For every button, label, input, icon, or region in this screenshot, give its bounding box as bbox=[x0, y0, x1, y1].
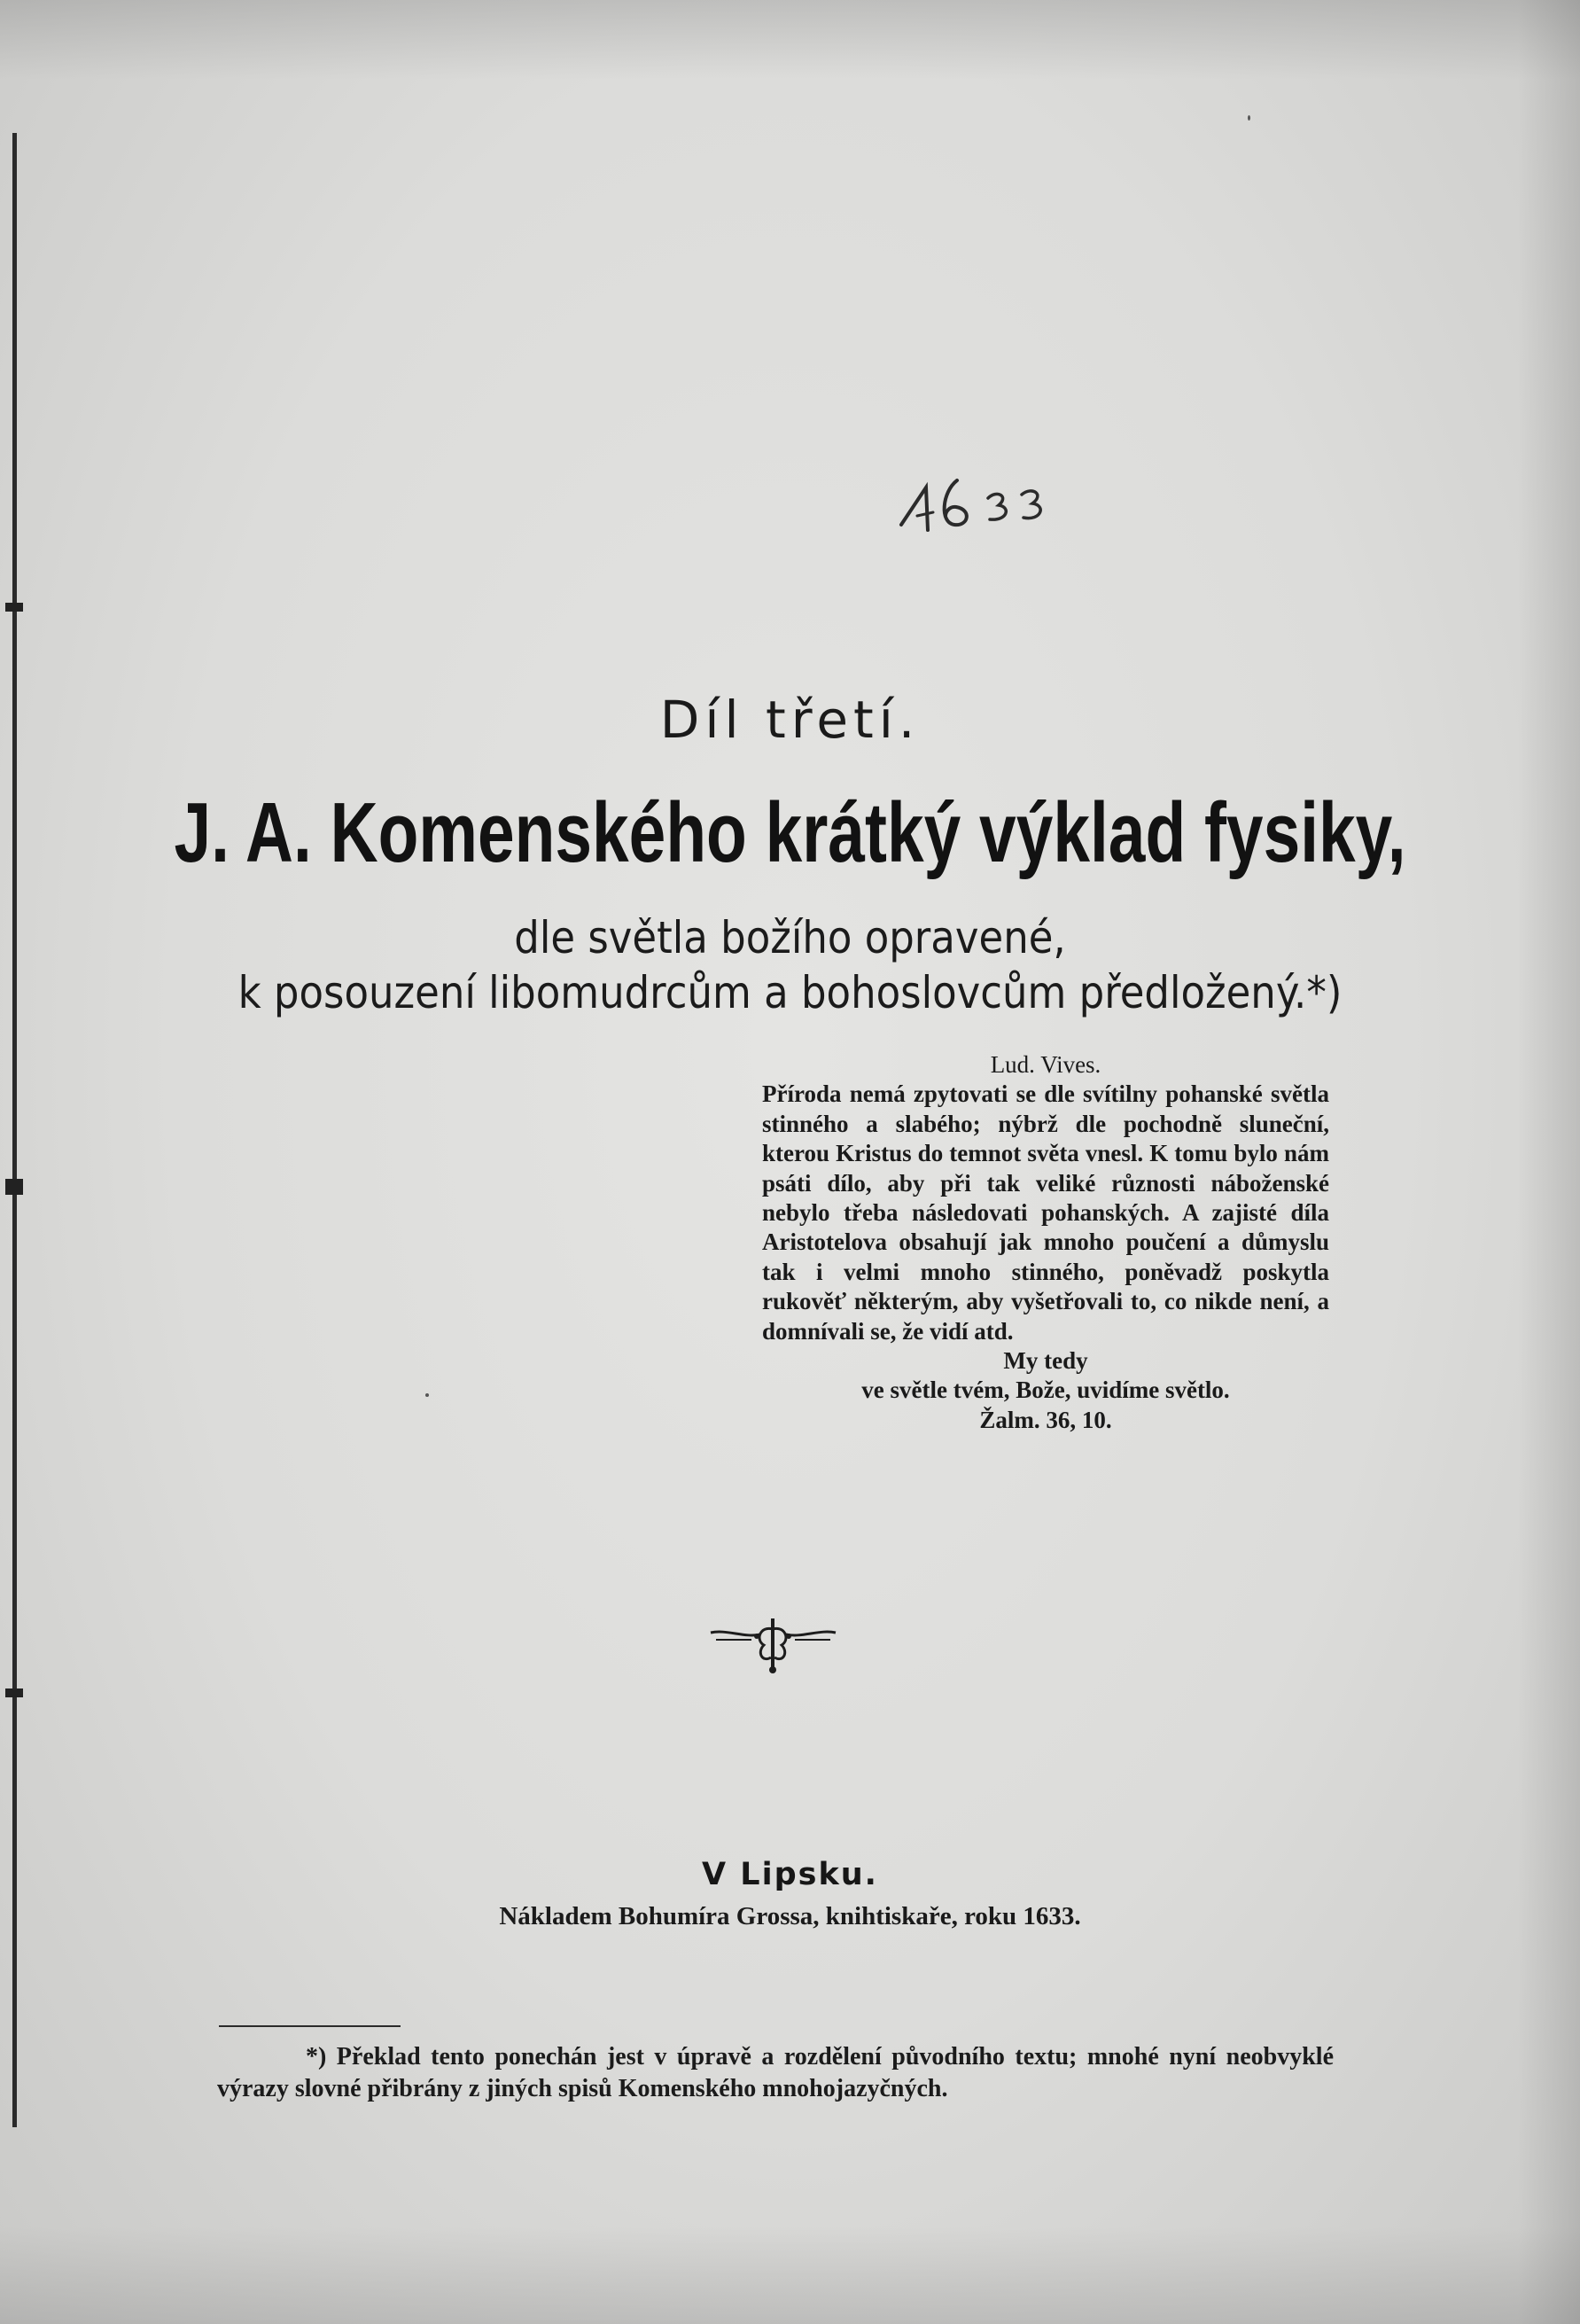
part-heading: Díl třetí. bbox=[659, 690, 921, 750]
binding-edge bbox=[12, 133, 17, 2127]
ink-speck bbox=[425, 1393, 429, 1397]
binding-mark bbox=[5, 603, 23, 612]
epigraph-reference: Žalm. 36, 10. bbox=[979, 1406, 1112, 1433]
binding-mark bbox=[5, 1179, 23, 1195]
footnote-divider bbox=[219, 2025, 401, 2027]
scan-top-shadow bbox=[0, 0, 1580, 80]
book-title: J. A. Komenského krátký výklad fysiky, bbox=[174, 785, 1406, 880]
subtitle-line-2: k posouzení libomudrcům a bohoslovcům předložený.*) bbox=[237, 967, 1343, 1018]
scan-bottom-shadow bbox=[0, 2227, 1580, 2324]
ink-speck bbox=[1248, 115, 1250, 121]
publisher-line: Nákladem Bohumíra Grossa, knihtiskaře, roku 1633. bbox=[499, 1902, 1081, 1930]
handwritten-annotation bbox=[891, 461, 1068, 550]
epigraph-author: Lud. Vives. bbox=[990, 1051, 1101, 1078]
binding-mark bbox=[5, 1688, 23, 1697]
subtitle-line-1: dle světla božího opravené, bbox=[514, 912, 1066, 963]
epigraph-text: Příroda nemá zpytovati se dle svítilny pohanské světla stinného a slabého; nýbrž dle pochodně sluneční, kterou Kristus do temnot světa vnesl. K tomu bylo nám psáti dílo, aby při tak veliké různosti náboženské nebylo třeba následovati pohanských. A zajisté díla Aristotelova obsahují jak mnoho poučení a důmyslu tak i velmi mnoho stinného, poněvadž poskytla rukověť některým, aby vyšetřovali to, co nikde není, a domnívali se, že vidí atd. bbox=[762, 1080, 1329, 1345]
epigraph-closing-line-1: My tedy bbox=[1003, 1347, 1088, 1375]
epigraph-closing-line-2: ve světle tvém, Bože, uvidíme světlo. bbox=[861, 1376, 1230, 1404]
ornament-divider-icon bbox=[709, 1613, 837, 1675]
footnote: *) Překlad tento ponechán jest v úpravě a rozdělení původního textu; mnohé nyní neobvyklé výrazy slovné přibrány z jiných spisů Komenského mnohojazyčných. bbox=[217, 2043, 1334, 2102]
scan-right-shadow bbox=[1518, 0, 1580, 2324]
epigraph bbox=[762, 1050, 1329, 1435]
publication-place: V Lipsku. bbox=[702, 1857, 878, 1892]
